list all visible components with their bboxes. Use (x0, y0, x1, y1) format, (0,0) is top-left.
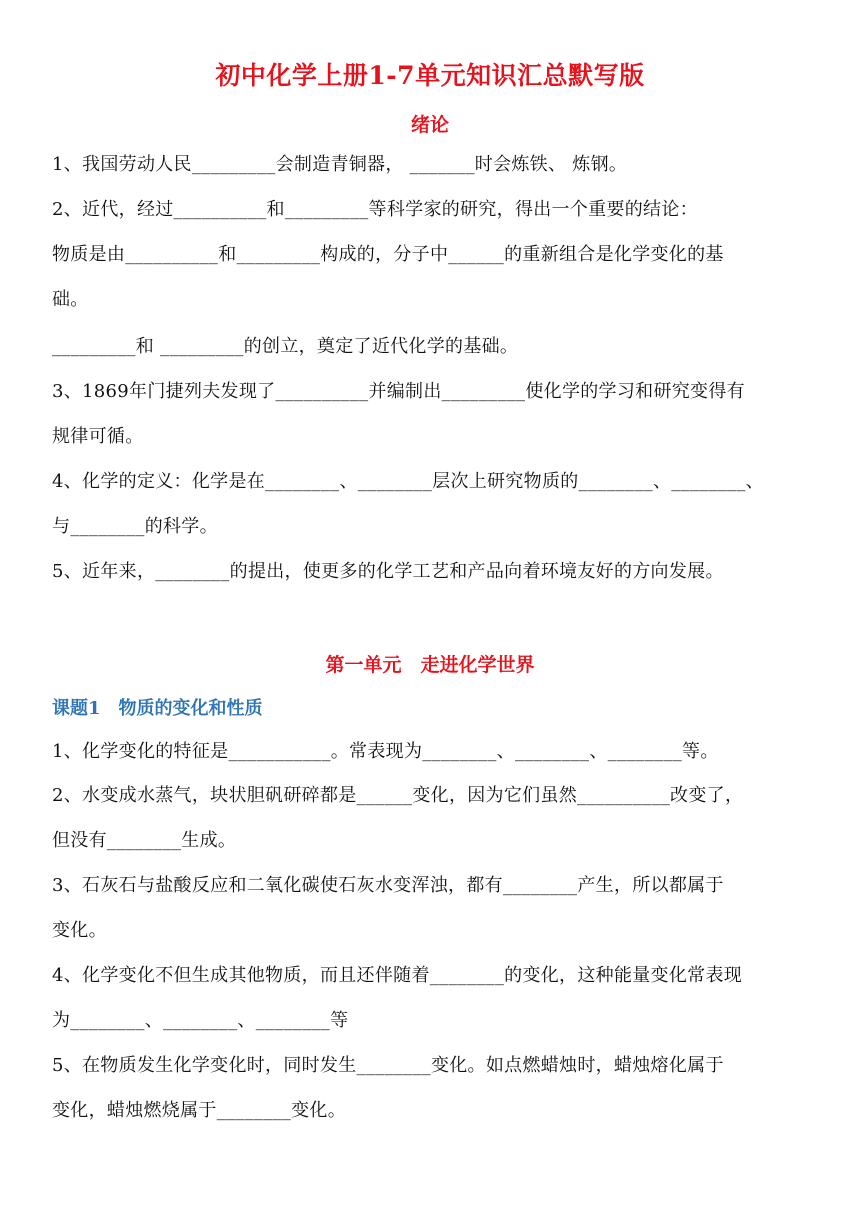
text-line: 4、化学变化不但生成其他物质，而且还伴随着________的变化，这种能量变化常表现 (52, 965, 743, 986)
text-line: 3、1869年门捷列夫发现了__________并编制出_________使化学的学习和研究变得有 (52, 381, 745, 402)
intro-heading: 绪论 (410, 114, 449, 136)
text-line: 变化，蜡烛燃烧属于________变化。 (52, 1100, 346, 1121)
text-line: _________和 _________的创立，奠定了近代化学的基础。 (52, 336, 519, 357)
text-line: 1、我国劳动人民_________会制造青铜器， _______时会炼铁、 炼钢。 (52, 154, 628, 175)
text-line: 变化。 (52, 920, 107, 941)
text-line: 1、化学变化的特征是___________。常表现为________、________、________等。 (52, 741, 719, 762)
text-line: 5、在物质发生化学变化时，同时发生________变化。如点燃蜡烛时，蜡烛熔化属于 (52, 1055, 724, 1076)
text-line: 5、近年来，________的提出，使更多的化学工艺和产品向着环境友好的方向发展。 (52, 561, 724, 582)
text-line: 为________、________、________等 (52, 1010, 349, 1031)
text-line: 与________的科学。 (52, 516, 218, 537)
unit1-heading: 第一单元 走进化学世界 (325, 654, 535, 676)
text-line: 2、近代，经过__________和_________等科学家的研究，得出一个重要的结论： (52, 199, 698, 220)
text-line: 4、化学的定义：化学是在________、________层次上研究物质的________、________、 (52, 471, 764, 492)
document-title: 初中化学上册1-7单元知识汇总默写版 (215, 61, 645, 90)
text-line: 规律可循。 (52, 426, 144, 447)
text-line: 但没有________生成。 (52, 830, 237, 851)
text-line: 3、石灰石与盐酸反应和二氧化碳使石灰水变浑浊，都有________产生，所以都属于 (52, 875, 724, 896)
text-line: 础。 (52, 289, 89, 310)
lesson1-heading: 课题1 物质的变化和性质 (52, 698, 263, 719)
text-line: 物质是由__________和_________构成的，分子中______的重新组合是化学变化的基 (52, 244, 724, 265)
text-line: 2、水变成水蒸气，块状胆矾研碎都是______变化，因为它们虽然__________改变了， (52, 785, 744, 806)
